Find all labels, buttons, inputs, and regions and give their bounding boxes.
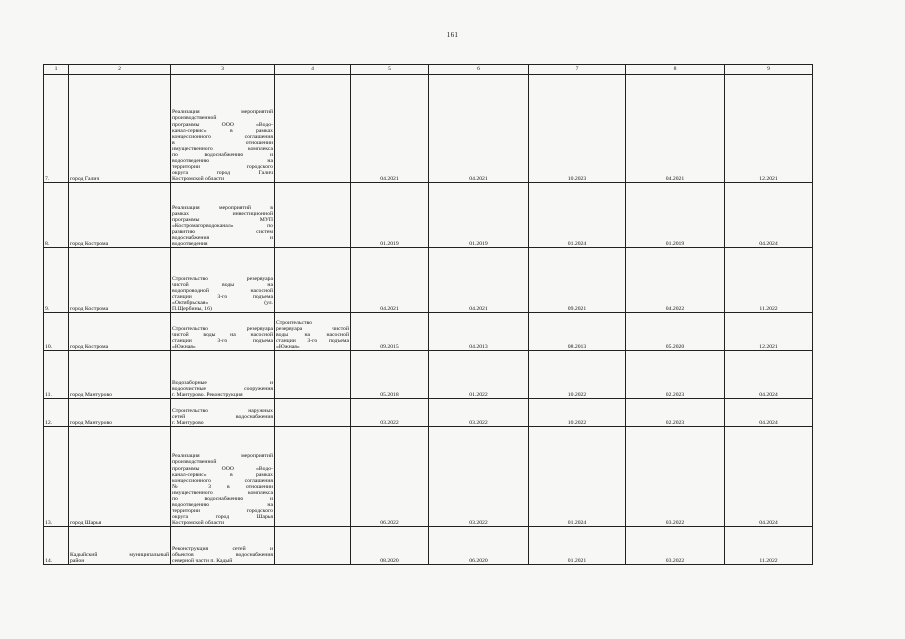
row-number-cell: 14.	[44, 527, 69, 565]
header-cell: 3	[171, 65, 275, 75]
text-line: Строительство наружных	[172, 407, 273, 414]
text-line: водоочистные сооружения	[172, 385, 273, 392]
header-cell: 9	[725, 65, 813, 75]
date-cell: 01.2019	[351, 183, 429, 248]
row-number-cell: 12.	[44, 399, 69, 427]
header-cell: 1	[44, 65, 69, 75]
object-description-cell	[275, 427, 351, 527]
text-line: программы МУП	[172, 216, 273, 223]
date-cell: 05.2018	[351, 351, 429, 399]
text-line: город Мантурово	[70, 419, 112, 426]
date-cell: 09.2015	[351, 313, 429, 351]
text-line: рамках инвестиционной	[172, 210, 273, 217]
text-line: по водоснабжению и	[172, 495, 273, 502]
header-cell: 8	[626, 65, 725, 75]
text-line: Строительство	[276, 319, 312, 326]
text-line: программы ООО «Водо-	[172, 465, 273, 472]
row-number-cell: 9.	[44, 248, 69, 313]
date-cell: 03.2022	[429, 399, 529, 427]
text-line: водоотведения	[172, 240, 208, 247]
project-description-cell	[171, 427, 275, 527]
text-line: резервуара чистой	[276, 325, 349, 332]
object-description-cell	[275, 527, 351, 565]
text-line: Водозаборные и	[172, 379, 273, 386]
date-cell: 04.2021	[626, 75, 725, 183]
object-description-cell	[275, 351, 351, 399]
header-cell: 2	[69, 65, 171, 75]
text-line: чистой воды на насосной	[172, 331, 273, 338]
project-description-cell	[171, 527, 275, 565]
text-line: округа город Галич	[172, 169, 273, 176]
text-line: канал-сервис» в рамках	[172, 127, 273, 134]
text-line: станции 3-го подъема	[172, 293, 273, 300]
date-cell: 10.2022	[529, 399, 626, 427]
date-cell: 06.2022	[351, 427, 429, 527]
text-line: «Южная»	[172, 343, 196, 350]
text-line: производственной	[172, 459, 217, 466]
date-cell: 01.2024	[529, 427, 626, 527]
text-line: станции 3-го подъема	[172, 337, 273, 344]
project-description-cell	[171, 313, 275, 351]
date-cell: 05.2020	[626, 313, 725, 351]
date-cell: 01.2021	[529, 527, 626, 565]
object-description-cell	[275, 399, 351, 427]
date-cell: 04.2024	[725, 183, 813, 248]
date-cell: 11.2022	[725, 527, 813, 565]
project-description-cell	[171, 399, 275, 427]
date-cell: 03.2022	[351, 399, 429, 427]
table-row	[44, 183, 813, 248]
text-line: концессионного соглашения	[172, 477, 273, 484]
municipality-cell	[69, 313, 171, 351]
date-cell: 01.2024	[529, 183, 626, 248]
text-line: станции 3-го подъема	[276, 337, 349, 344]
object-description-cell	[275, 75, 351, 183]
text-line: водоснабжения и	[172, 234, 273, 241]
text-line: город Шарья	[70, 519, 102, 526]
table-row	[44, 313, 813, 351]
text-line: воды на насосной	[276, 331, 349, 338]
date-cell: 04.2024	[725, 399, 813, 427]
table-row	[44, 427, 813, 527]
date-cell: 10.2023	[529, 75, 626, 183]
text-line: город Кострома	[70, 343, 109, 350]
header-cell: 4	[275, 65, 351, 75]
table-row	[44, 75, 813, 183]
text-line: г. Мантурово	[172, 419, 204, 426]
row-number-cell: 10.	[44, 313, 69, 351]
text-line: водоотведению на	[172, 157, 273, 164]
date-cell: 04.2021	[429, 75, 529, 183]
row-number-cell: 8.	[44, 183, 69, 248]
date-cell: 03.2022	[429, 427, 529, 527]
project-description-cell	[171, 75, 275, 183]
text-line: территории городского	[172, 507, 273, 514]
object-description-cell	[275, 183, 351, 248]
page-number: 161	[446, 31, 459, 39]
text-line: по водоснабжению и	[172, 151, 273, 158]
header-cell: 5	[351, 65, 429, 75]
table-row	[44, 527, 813, 565]
date-cell: 06.2020	[429, 527, 529, 565]
municipality-cell	[69, 399, 171, 427]
text-line: концессионного соглашения	[172, 133, 273, 140]
text-line: округа город Шарья	[172, 513, 273, 520]
text-line: Строительство резервуара	[172, 325, 273, 332]
date-cell: 02.2023	[626, 351, 725, 399]
text-line: город Кострома	[70, 305, 109, 312]
date-cell: 02.2023	[626, 399, 725, 427]
municipality-cell	[69, 527, 171, 565]
municipality-cell	[69, 248, 171, 313]
row-number-cell: 11.	[44, 351, 69, 399]
date-cell: 01.2019	[429, 183, 529, 248]
date-cell: 01.2019	[626, 183, 725, 248]
text-line: Кадыйский муниципальный	[70, 551, 169, 558]
text-line: г. Мантурово. Реконструкция	[172, 391, 243, 398]
text-line: водоотведению на	[172, 501, 273, 508]
text-line: «Костромагорводоканал» по	[172, 222, 273, 229]
table-row	[44, 399, 813, 427]
header-cell: 6	[429, 65, 529, 75]
row-number-cell: 13.	[44, 427, 69, 527]
text-line: П.Щербины, 16)	[172, 305, 212, 312]
date-cell: 04.2013	[429, 313, 529, 351]
date-cell: 12.2021	[725, 75, 813, 183]
date-cell: 04.2021	[351, 75, 429, 183]
text-line: территории городского	[172, 163, 273, 170]
text-line: имущественного комплекса	[172, 489, 273, 496]
date-cell: 09.2021	[529, 248, 626, 313]
municipality-cell	[69, 351, 171, 399]
text-line: город Галич	[70, 175, 100, 182]
project-description-cell	[171, 248, 275, 313]
date-cell: 04.2024	[725, 351, 813, 399]
date-cell: 08.2013	[529, 313, 626, 351]
text-line: чистой воды на	[172, 281, 273, 288]
text-line: Строительство резервуара	[172, 275, 273, 282]
text-line: программы ООО «Водо-	[172, 121, 273, 128]
municipality-cell	[69, 183, 171, 248]
text-line: «Октябрьская» (ул.	[172, 299, 273, 306]
project-description-cell	[171, 183, 275, 248]
text-line: производственной	[172, 115, 217, 122]
text-line: Реализация мероприятий в	[172, 204, 273, 211]
text-line: район	[70, 557, 85, 564]
date-cell: 04.2021	[351, 248, 429, 313]
text-line: Реализация мероприятий	[172, 109, 273, 116]
text-line: Реконструкция сетей и	[172, 545, 273, 552]
table-row	[44, 351, 813, 399]
date-cell: 04.2024	[725, 427, 813, 527]
date-cell: 01.2022	[429, 351, 529, 399]
date-cell: 04.2022	[626, 248, 725, 313]
date-cell: 04.2021	[429, 248, 529, 313]
date-cell: 10.2022	[529, 351, 626, 399]
object-description-cell	[275, 313, 351, 351]
date-cell: 11.2022	[725, 248, 813, 313]
text-line: Костромской области	[172, 175, 225, 182]
text-line: северной части п. Кадый	[172, 557, 233, 564]
schedule-table	[43, 64, 813, 565]
text-line: Реализация мероприятий	[172, 453, 273, 460]
text-line: развитию систем	[172, 228, 273, 235]
object-description-cell	[275, 248, 351, 313]
text-line: город Кострома	[70, 240, 109, 247]
date-cell: 12.2021	[725, 313, 813, 351]
text-line: сетей водоснабжения	[172, 413, 273, 420]
table-row	[44, 248, 813, 313]
text-line: в отношении	[172, 139, 273, 146]
header-row	[44, 65, 813, 75]
text-line: Костромской области	[172, 519, 225, 526]
project-description-cell	[171, 351, 275, 399]
text-line: город Мантурово	[70, 391, 112, 398]
row-number-cell: 7.	[44, 75, 69, 183]
municipality-cell	[69, 75, 171, 183]
date-cell: 03.2022	[626, 527, 725, 565]
text-line: имущественного комплекса	[172, 145, 273, 152]
header-cell: 7	[529, 65, 626, 75]
date-cell: 08.2020	[351, 527, 429, 565]
municipality-cell	[69, 427, 171, 527]
date-cell: 03.2022	[626, 427, 725, 527]
text-line: водопроводной насосной	[172, 287, 273, 294]
text-line: «Южная»	[276, 343, 300, 350]
text-line: канал-сервис» в рамках	[172, 471, 273, 478]
text-line: № 3 в отношении	[172, 483, 273, 490]
text-line: объектов водоснабжения	[172, 551, 273, 558]
